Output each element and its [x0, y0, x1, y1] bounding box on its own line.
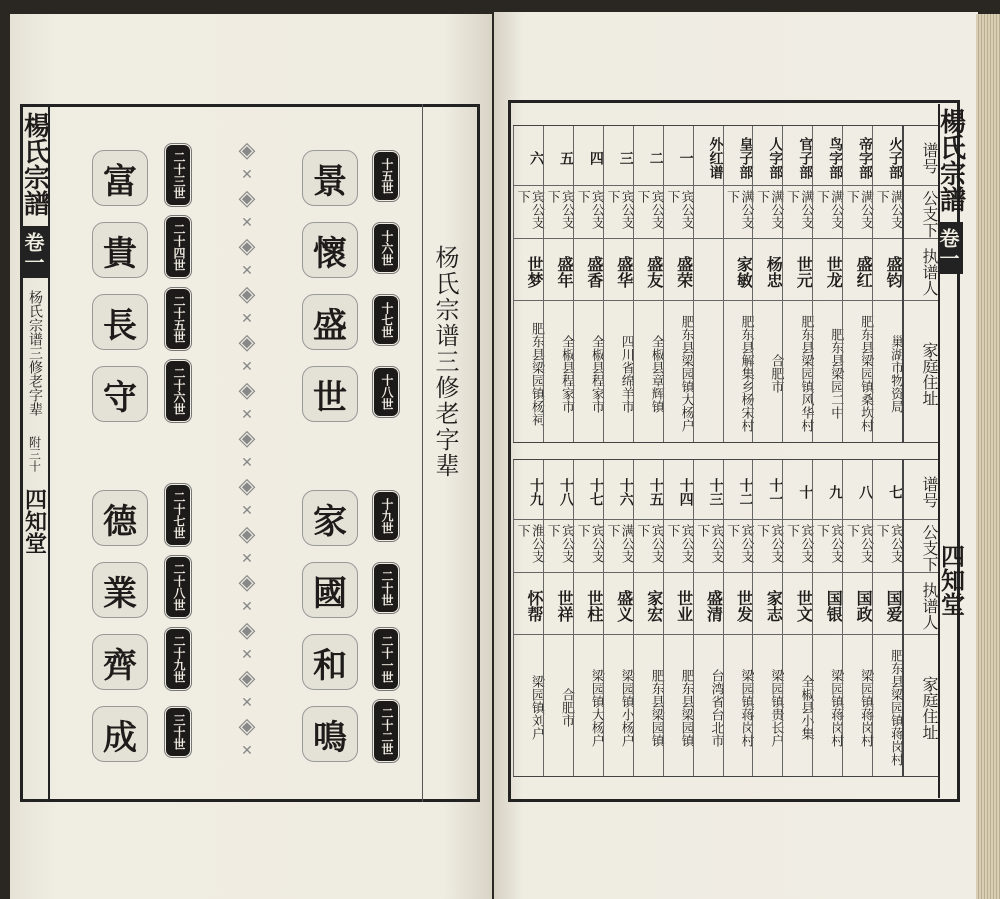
table-row — [812, 126, 842, 442]
branch: 宾公支下 — [873, 520, 902, 573]
generation-character: 家 — [302, 490, 358, 546]
generation-character: 貴 — [92, 222, 148, 278]
address: 合肥市 — [558, 688, 574, 727]
holder: 家宏 — [634, 573, 663, 635]
address: 梁园镇小杨户 — [618, 668, 634, 747]
generation-character: 國 — [302, 562, 358, 618]
table-row — [693, 126, 723, 442]
spine-title: 楊氏宗譜 — [19, 112, 50, 216]
register-number: 皇子部 — [724, 126, 753, 186]
address: 梁园镇蒋岗村 — [738, 668, 754, 747]
register-number: 二 — [634, 126, 663, 186]
address: 台湾省台北市 — [708, 668, 724, 747]
branch: 满公支下 — [843, 186, 872, 239]
holder: 国政 — [843, 573, 872, 635]
register-number: 十四 — [664, 460, 693, 520]
generation-character: 鳴 — [302, 706, 358, 762]
generation-badge: 二十世 — [374, 564, 398, 612]
ornament-icon: ◈ ✕ — [238, 522, 256, 567]
ornament-icon: ◈ ✕ — [238, 426, 256, 471]
holder: 杨忠 — [753, 239, 782, 301]
ornament-icon: ◈ ✕ — [238, 330, 256, 375]
ornament-icon: ◈ ✕ — [238, 138, 256, 183]
branch: 宾公支下 — [664, 520, 693, 573]
register-number: 三 — [604, 126, 633, 186]
generation-badge: 二十九世 — [166, 629, 190, 689]
table-row — [782, 460, 812, 776]
generation-badge: 十六世 — [374, 224, 398, 272]
holder: 国爱 — [873, 573, 902, 635]
address: 巢湖市物资局 — [888, 334, 904, 413]
page-edges — [976, 14, 1000, 899]
holder: 家志 — [753, 573, 782, 635]
branch: 宾公支下 — [544, 186, 573, 239]
register-number: 五 — [544, 126, 573, 186]
branch: 宾公支下 — [664, 186, 693, 239]
branch: 满公支下 — [724, 186, 753, 239]
register-number: 十九 — [514, 460, 543, 520]
generation-character: 懷 — [302, 222, 358, 278]
generation-badge: 二十六世 — [166, 361, 190, 421]
branch: 宾公支下 — [544, 520, 573, 573]
address: 梁园镇大杨户 — [588, 668, 604, 747]
column-header: 谱号 — [904, 126, 938, 186]
branch: 宾公支下 — [783, 520, 812, 573]
title-divider — [422, 104, 423, 802]
register-number: 十一 — [753, 460, 782, 520]
table-row — [633, 460, 663, 776]
column-header: 谱号 — [904, 460, 938, 520]
register-table-top — [513, 125, 938, 443]
register-number: 十二 — [724, 460, 753, 520]
branch: 宾公支下 — [843, 520, 872, 573]
ornament-column — [232, 140, 262, 764]
register-number: 鸟字部 — [813, 126, 842, 186]
branch: 淮公支下 — [514, 520, 543, 573]
holder — [694, 239, 723, 301]
generation-character: 盛 — [302, 294, 358, 350]
holder: 盛钧 — [873, 239, 902, 301]
table-row — [603, 126, 633, 442]
register-number: 十三 — [694, 460, 723, 520]
spine-subtitle: 杨氏宗谱三修老字辈 — [27, 290, 43, 416]
branch: 宾公支下 — [634, 520, 663, 573]
column-header: 公支下 — [904, 186, 938, 239]
generation-character: 成 — [92, 706, 148, 762]
branch: 满公支下 — [873, 186, 902, 239]
generation-character: 和 — [302, 634, 358, 690]
table-row — [663, 460, 693, 776]
table-row — [543, 460, 573, 776]
branch: 宾公支下 — [574, 520, 603, 573]
register-number: 十五 — [634, 460, 663, 520]
address: 肥东县解集乡杨宋村 — [738, 315, 754, 432]
holder: 盛友 — [634, 239, 663, 301]
branch: 满公支下 — [813, 186, 842, 239]
generation-badge: 十八世 — [374, 368, 398, 416]
table-row — [513, 460, 543, 776]
table-row — [573, 460, 603, 776]
table-row — [573, 126, 603, 442]
generation-badge: 二十二世 — [374, 701, 398, 761]
branch: 宾公支下 — [514, 186, 543, 239]
holder: 国银 — [813, 573, 842, 635]
address — [694, 301, 723, 442]
generation-badge: 十九世 — [374, 492, 398, 540]
left-page-title: 杨氏宗谱三修老字辈 — [431, 245, 459, 479]
holder: 盛义 — [604, 573, 633, 635]
table-row — [543, 126, 573, 442]
column-header: 家庭住址 — [920, 675, 939, 740]
spine-hall: 四知堂 — [21, 488, 48, 554]
address: 肥东县梁园镇 — [678, 668, 694, 747]
header-column — [902, 460, 938, 776]
branch: 宾公支下 — [604, 186, 633, 239]
holder: 盛年 — [544, 239, 573, 301]
holder: 盛华 — [604, 239, 633, 301]
ornament-icon: ◈ ✕ — [238, 666, 256, 711]
generation-character: 業 — [92, 562, 148, 618]
address: 全椒县章辉镇 — [648, 334, 664, 413]
right-spine-volume: 卷一 — [939, 222, 963, 274]
register-number: 六 — [514, 126, 543, 186]
generation-badge: 二十七世 — [166, 485, 190, 545]
table-row — [693, 460, 723, 776]
generation-character: 富 — [92, 150, 148, 206]
address: 肥东县梁园镇蒋岗村 — [888, 649, 904, 766]
generation-badge: 二十四世 — [166, 217, 190, 277]
register-number: 火子部 — [873, 126, 902, 186]
left-spine — [19, 108, 50, 798]
holder: 世业 — [664, 573, 693, 635]
right-spine-hall: 四知堂 — [936, 544, 966, 616]
holder: 世龙 — [813, 239, 842, 301]
generation-badge: 十七世 — [374, 296, 398, 344]
branch: 宾公支下 — [753, 520, 782, 573]
ornament-icon: ◈ ✕ — [238, 618, 256, 663]
address: 肥东县梁园镇杨祠 — [529, 321, 545, 426]
address: 肥东县梁园二中 — [828, 328, 844, 419]
register-number: 九 — [813, 460, 842, 520]
table-row — [752, 126, 782, 442]
column-header: 执谱人 — [904, 239, 938, 301]
generation-badge: 三十世 — [166, 708, 190, 756]
holder: 世梦 — [514, 239, 543, 301]
column-header: 执谱人 — [904, 573, 938, 635]
table-row — [513, 126, 543, 442]
register-number: 外红谱 — [694, 126, 723, 186]
generation-badge: 二十三世 — [166, 145, 190, 205]
table-row — [752, 460, 782, 776]
generation-character: 齊 — [92, 634, 148, 690]
ornament-icon: ◈ ✕ — [238, 570, 256, 615]
address: 四川省绵羊市 — [618, 334, 634, 413]
register-number: 一 — [664, 126, 693, 186]
table-row — [872, 460, 902, 776]
table-row — [872, 126, 902, 442]
ornament-icon: ◈ ✕ — [238, 474, 256, 519]
table-row — [723, 126, 753, 442]
generation-badge: 二十八世 — [166, 557, 190, 617]
register-number: 十八 — [544, 460, 573, 520]
generation-character: 德 — [92, 490, 148, 546]
address: 肥东县梁园镇风华村 — [798, 315, 814, 432]
address: 肥东县梁园镇桑坎村 — [858, 315, 874, 432]
register-number: 八 — [843, 460, 872, 520]
branch: 宾公支下 — [813, 520, 842, 573]
address: 梁园镇贵长户 — [768, 668, 784, 747]
ornament-icon: ◈ ✕ — [238, 378, 256, 423]
register-number: 七 — [873, 460, 902, 520]
holder: 怀帮 — [514, 573, 543, 635]
address: 全椒县程家市 — [588, 334, 604, 413]
holder: 世文 — [783, 573, 812, 635]
branch: 宾公支下 — [574, 186, 603, 239]
holder: 盛清 — [694, 573, 723, 635]
table-row — [782, 126, 812, 442]
generation-badge: 二十一世 — [374, 629, 398, 689]
register-number: 四 — [574, 126, 603, 186]
holder: 世柱 — [574, 573, 603, 635]
holder: 世祥 — [544, 573, 573, 635]
generation-character: 長 — [92, 294, 148, 350]
ornament-icon: ◈ ✕ — [238, 714, 256, 759]
column-header: 公支下 — [904, 520, 938, 573]
address: 全椒县程家市 — [558, 334, 574, 413]
table-row — [723, 460, 753, 776]
table-row — [663, 126, 693, 442]
ornament-icon: ◈ ✕ — [238, 234, 256, 279]
spine-volume: 卷一 — [22, 226, 48, 278]
branch — [694, 186, 723, 239]
generation-character: 守 — [92, 366, 148, 422]
ornament-icon: ◈ ✕ — [238, 282, 256, 327]
branch: 宾公支下 — [634, 186, 663, 239]
branch: 满公支下 — [783, 186, 812, 239]
register-table-bottom — [513, 459, 938, 777]
table-row — [603, 460, 633, 776]
right-spine — [935, 104, 966, 798]
right-spine-title: 楊氏宗譜 — [935, 108, 966, 212]
branch: 满公支下 — [753, 186, 782, 239]
address: 梁园镇蒋岗村 — [858, 668, 874, 747]
branch: 宾公支下 — [724, 520, 753, 573]
table-row — [633, 126, 663, 442]
holder: 盛香 — [574, 239, 603, 301]
address: 梁园镇蒋岗村 — [828, 668, 844, 747]
ornament-icon: ◈ ✕ — [238, 186, 256, 231]
address: 肥东县梁园镇 — [648, 668, 664, 747]
header-column — [902, 126, 938, 442]
register-number: 帝字部 — [843, 126, 872, 186]
branch: 满公支下 — [604, 520, 633, 573]
register-number: 人字部 — [753, 126, 782, 186]
generation-character: 世 — [302, 366, 358, 422]
holder: 世发 — [724, 573, 753, 635]
register-number: 十六 — [604, 460, 633, 520]
holder: 盛红 — [843, 239, 872, 301]
branch: 宾公支下 — [694, 520, 723, 573]
address: 梁园镇刘户 — [529, 675, 545, 740]
register-number: 十 — [783, 460, 812, 520]
generation-badge: 十五世 — [374, 152, 398, 200]
generation-badge: 二十五世 — [166, 289, 190, 349]
spine-page-number: 附三十 — [27, 436, 42, 472]
address: 全椒县小集 — [798, 675, 814, 740]
table-row — [842, 460, 872, 776]
holder: 世元 — [783, 239, 812, 301]
table-row — [812, 460, 842, 776]
holder: 盛荣 — [664, 239, 693, 301]
generation-character: 景 — [302, 150, 358, 206]
holder: 家敏 — [724, 239, 753, 301]
register-number: 十七 — [574, 460, 603, 520]
register-number: 官子部 — [783, 126, 812, 186]
address: 合肥市 — [768, 354, 784, 393]
table-row — [842, 126, 872, 442]
column-header: 家庭住址 — [920, 341, 939, 406]
address: 肥东县梁园镇大杨户 — [678, 315, 694, 432]
